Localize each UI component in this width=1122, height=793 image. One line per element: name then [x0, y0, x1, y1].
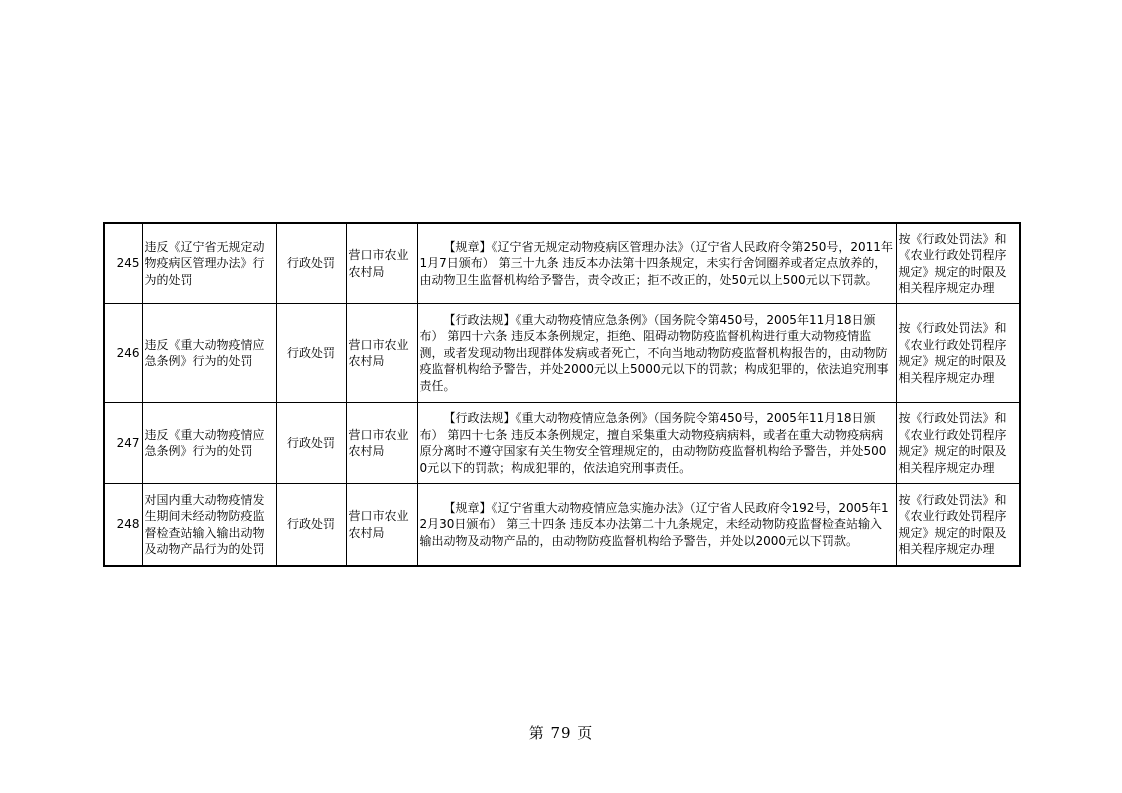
item-type: 行政处罚	[276, 223, 346, 304]
department: 营口市农业农村局	[346, 304, 417, 403]
item-name: 违反《辽宁省无规定动物疫病区管理办法》行为的处罚	[142, 223, 276, 304]
penalty-table	[103, 222, 1021, 567]
row-number: 248	[104, 484, 142, 567]
procedure: 按《行政处罚法》和《农业行政处罚程序规定》规定的时限及相关程序规定办理	[896, 304, 1020, 403]
department: 营口市农业农村局	[346, 223, 417, 304]
page-number: 第 79 页	[528, 724, 594, 742]
legal-basis-cell	[417, 484, 896, 567]
legal-basis: 【规章】《辽宁省无规定动物疫病区管理办法》（辽宁省人民政府令第250号，2011年1月7日颁布） 第三十九条 违反本办法第十四条规定，未实行舍饲圈养或者定点放养的，由动物卫生监督机构给予警告，责令改正；拒不改正的，处50元以上500元以下罚款。	[419, 239, 893, 287]
procedure: 按《行政处罚法》和《农业行政处罚程序规定》规定的时限及相关程序规定办理	[896, 223, 1020, 304]
row-number: 247	[104, 403, 142, 484]
table-row	[104, 484, 1020, 567]
row-number: 246	[104, 304, 142, 403]
row-number: 245	[104, 223, 142, 304]
legal-basis: 【规章】《辽宁省重大动物疫情应急实施办法》（辽宁省人民政府令192号，2005年12月30日颁布） 第三十四条 违反本办法第二十九条规定，未经动物防疫监督检查站输入输出动物及动物产品的，由动物防疫监督机构给予警告，并处以2000元以下罚款。	[419, 500, 889, 548]
legal-basis-cell	[417, 403, 896, 484]
procedure: 按《行政处罚法》和《农业行政处罚程序规定》规定的时限及相关程序规定办理	[896, 484, 1020, 567]
legal-basis: 【行政法规】《重大动物疫情应急条例》（国务院令第450号，2005年11月18日颁布） 第四十七条 违反本条例规定，擅自采集重大动物疫病病料，或者在重大动物疫病病原分离时不遵守国家有关生物安全管理规定的，由动物防疫监督机构给予警告，并处5000元以下的罚款；构成犯罪的，依法追究刑事责任。	[419, 411, 887, 475]
item-name: 违反《重大动物疫情应急条例》行为的处罚	[142, 304, 276, 403]
legal-basis-cell	[417, 304, 896, 403]
table-row	[104, 403, 1020, 484]
procedure: 按《行政处罚法》和《农业行政处罚程序规定》规定的时限及相关程序规定办理	[896, 403, 1020, 484]
table-row	[104, 223, 1020, 304]
department: 营口市农业农村局	[346, 484, 417, 567]
table-row	[104, 304, 1020, 403]
item-name: 违反《重大动物疫情应急条例》行为的处罚	[142, 403, 276, 484]
item-name: 对国内重大动物疫情发生期间未经动物防疫监督检查站输入输出动物及动物产品行为的处罚	[142, 484, 276, 567]
department: 营口市农业农村局	[346, 403, 417, 484]
item-type: 行政处罚	[276, 403, 346, 484]
item-type: 行政处罚	[276, 484, 346, 567]
legal-basis-cell	[417, 223, 896, 304]
item-type: 行政处罚	[276, 304, 346, 403]
legal-basis: 【行政法规】《重大动物疫情应急条例》（国务院令第450号，2005年11月18日颁布） 第四十六条 违反本条例规定，拒绝、阻碍动物防疫监督机构进行重大动物疫情监测，或者发现动物出现群体发病或者死亡，不向当地动物防疫监督机构报告的，由动物防疫监督机构给予警告，并处2000元以上5000元以下的罚款；构成犯罪的，依法追究刑事责任。	[419, 312, 889, 393]
